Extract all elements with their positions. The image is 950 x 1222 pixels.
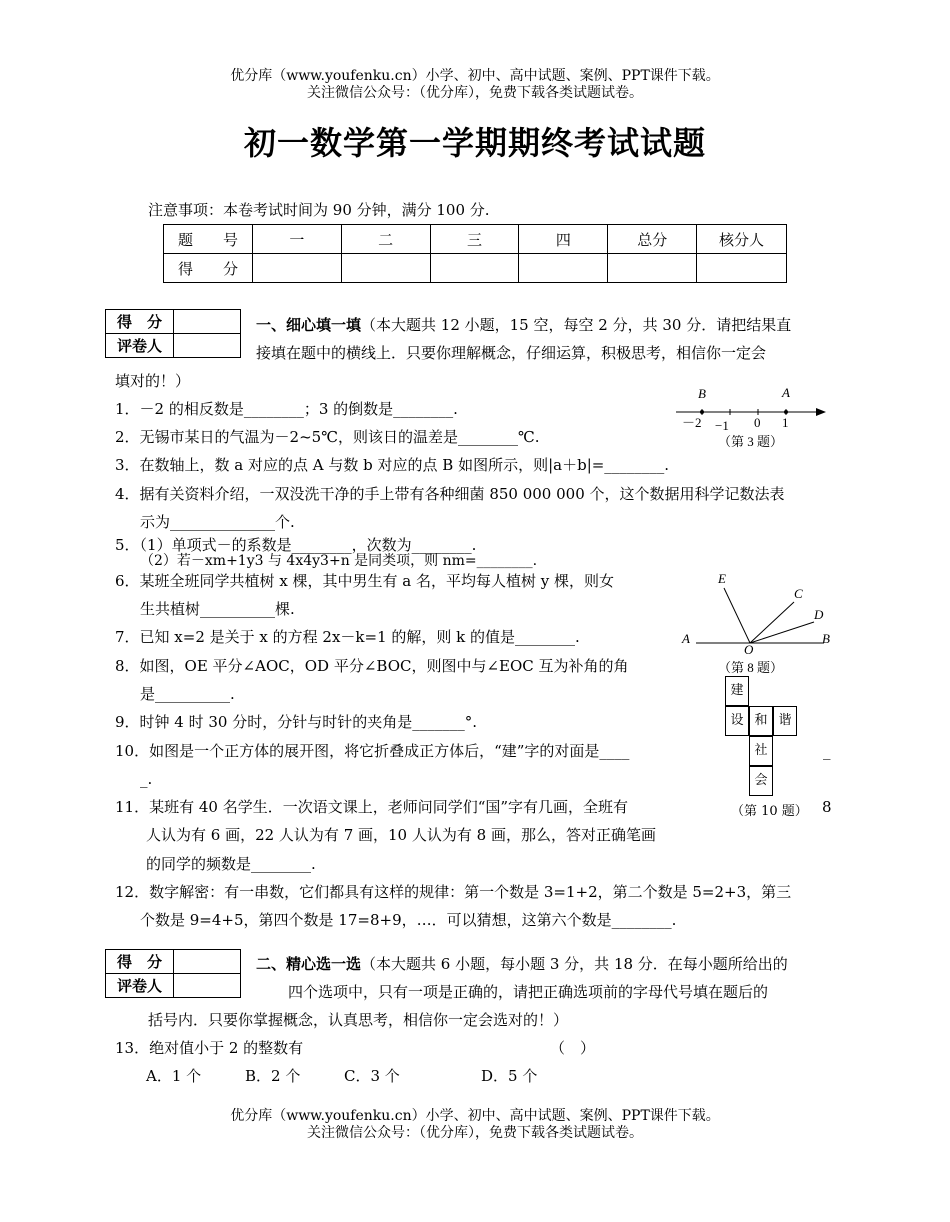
score-cell[interactable] [430, 254, 519, 283]
score-table [163, 224, 787, 283]
figure-3-caption: （第 3 题） [718, 434, 784, 449]
question-10-line1: 10．如图是一个正方体的展开图，将它折叠成正方体后，“建”字的对面是____ [115, 742, 630, 760]
notice: 注意事项：本卷考试时间为 90 分钟，满分 100 分. [148, 201, 490, 219]
net-cell: 谐 [773, 706, 797, 736]
score-cell[interactable] [341, 254, 430, 283]
figure-8-angles [676, 568, 836, 680]
section2-intro-3: 括号内．只要你掌握概念，认真思考，相信你一定会选对的！） [148, 1011, 569, 1029]
option-d[interactable]: D．5 个 [481, 1067, 538, 1085]
header-line-1: 优分库（www.youfenku.cn）小学、初中、高中试题、案例、PPT课件下载。 [230, 68, 720, 84]
label-c: C [794, 586, 803, 601]
figure-10-caption: （第 10 题） [731, 804, 808, 819]
score-cell[interactable] [519, 254, 608, 283]
section2-intro-line1 [256, 953, 788, 975]
question-9: 9．时钟 4 时 30 分时，分针与时针的夹角是_______°. [115, 713, 478, 731]
grader-name-label: 评卷人 [106, 334, 174, 358]
footer-line-1: 优分库（www.youfenku.cn）小学、初中、高中试题、案例、PPT课件下载。 [230, 1108, 720, 1124]
grader-name-cell[interactable] [174, 334, 241, 358]
tick-label: 1 [782, 415, 789, 430]
question-6-line2: 生共植树__________棵. [140, 600, 295, 618]
tick-label: −1 [715, 418, 729, 433]
point-a [784, 410, 788, 414]
grader-name-label: 评卷人 [106, 974, 174, 998]
section1-intro-line1 [256, 314, 791, 336]
question-13-answer-paren[interactable]: （ ） [550, 1039, 596, 1057]
section1-intro-1: （本大题共 12 小题，15 空，每空 2 分，共 30 分．请把结果直 [361, 316, 792, 334]
section1-intro-2: 接填在题中的横线上．只要你理解概念，仔细运算，积极思考，相信你一定会 [256, 344, 767, 362]
label-b: B [698, 386, 706, 401]
label-e: E [718, 571, 726, 586]
question-11-line2: 人认为有 6 画，22 人认为有 7 画，10 人认为有 8 画，那么，答对正确笔画 [146, 826, 656, 844]
option-b[interactable]: B．2 个 [245, 1067, 301, 1085]
question-3: 3．在数轴上，数 a 对应的点 A 与数 b 对应的点 B 如图所示，则|a＋b|=________. [115, 456, 670, 474]
net-cell: 和 [749, 706, 773, 736]
label-d: D [814, 607, 824, 622]
section2-heading: 二、精心选一选 [256, 955, 362, 973]
section1-intro-3: 填对的！） [115, 372, 191, 390]
question-11-line3: 的同学的频数是________. [146, 855, 316, 873]
grader-box-2 [105, 949, 241, 998]
option-a[interactable]: A．1 个 [146, 1067, 202, 1085]
option-c[interactable]: C．3 个 [344, 1067, 400, 1085]
question-12-line1: 12．数字解密：有一串数，它们都具有这样的规律：第一个数是 3=1+2，第二个数是 5=2+3，第三 [115, 883, 792, 901]
grader-box-1 [105, 309, 241, 358]
score-table-header-cell: 二 [341, 225, 430, 254]
question-7: 7．已知 x=2 是关于 x 的方程 2x－k=1 的解，则 k 的值是________. [115, 628, 580, 646]
label-o: O [744, 642, 754, 657]
score-table-header-cell: 一 [252, 225, 341, 254]
score-table-row-label: 得 分 [164, 254, 253, 283]
question-11-number: 8 [822, 798, 832, 816]
net-cell: 设 [725, 706, 749, 736]
question-5-line1: 5．（1）单项式－的系数是________，次数为________. [115, 536, 477, 554]
grader-name-cell[interactable] [174, 974, 241, 998]
grader-score-cell[interactable] [174, 950, 241, 974]
question-6-line1: 6．某班全班同学共植树 x 棵，其中男生有 a 名，平均每人植树 y 棵，则女 [115, 572, 615, 590]
question-13: 13．绝对值小于 2 的整数有 [115, 1039, 304, 1057]
question-4-line1: 4．据有关资料介绍，一双没洗干净的手上带有各种细菌 850 000 000 个，这个数据用科学记数法表 [115, 485, 785, 503]
net-cell: 会 [749, 766, 773, 796]
label-b: B [822, 631, 830, 646]
question-11-line1: 11．某班有 40 名学生．一次语文课上，老师问同学们“国”字有几画，全班有 [115, 798, 629, 816]
question-10-line2: _. [140, 770, 153, 788]
tick-label: 0 [754, 415, 761, 430]
grader-score-cell[interactable] [174, 310, 241, 334]
score-table-header-cell: 四 [519, 225, 608, 254]
score-table-header-cell: 核分人 [697, 225, 787, 254]
question-2: 2．无锡市某日的气温为－2~5℃，则该日的温差是________℃. [115, 428, 540, 446]
label-a: A [782, 385, 790, 400]
net-cell: 社 [749, 736, 773, 766]
number-line-arrow-icon [816, 408, 826, 416]
label-a: A [682, 631, 690, 646]
figure-8-caption: （第 8 题） [718, 660, 784, 675]
question-8-line1: 8．如图，OE 平分∠AOC，OD 平分∠BOC，则图中与∠EOC 互为补角的角 [115, 657, 629, 675]
footer-line-2: 关注微信公众号：（优分库），免费下载各类试题试卷。 [307, 1125, 643, 1141]
score-table-header-cell: 题 号 [164, 225, 253, 254]
ray-oc [750, 602, 794, 643]
question-1: 1．－2 的相反数是________；3 的倒数是________. [115, 400, 458, 418]
score-cell[interactable] [252, 254, 341, 283]
ray-oe [724, 588, 750, 643]
ray-od [750, 622, 814, 643]
question-5-line2: （2）若－xm+1y3 与 4x4y3+n 是同类项，则 nm=________. [140, 553, 538, 569]
section2-intro-1: （本大题共 6 小题，每小题 3 分，共 18 分．在每小题所给出的 [361, 955, 788, 973]
grader-score-label: 得 分 [106, 950, 174, 974]
grader-score-label: 得 分 [106, 310, 174, 334]
score-cell[interactable] [608, 254, 697, 283]
header-line-2: 关注微信公众号：（优分库），免费下载各类试题试卷。 [307, 85, 643, 101]
score-cell[interactable] [697, 254, 787, 283]
score-table-header-cell: 三 [430, 225, 519, 254]
question-12-line2: 个数是 9=4+5，第四个数是 17=8+9，…．可以猜想，这第六个数是________. [140, 911, 677, 929]
figure-3-number-line [668, 380, 833, 452]
page-title: 初一数学第一学期期终考试试题 [243, 124, 706, 162]
section2-intro-2: 四个选项中，只有一项是正确的，请把正确选项前的字母代号填在题后的 [288, 983, 769, 1001]
section1-heading: 一、细心填一填 [256, 316, 362, 334]
question-4-line2: 示为______________个. [140, 513, 295, 531]
question-10-tail: _ [823, 742, 831, 760]
question-8-line2: 是__________. [140, 685, 235, 703]
score-table-header-cell: 总分 [608, 225, 697, 254]
net-cell: 建 [725, 676, 749, 706]
point-b [700, 410, 704, 414]
tick-label: －2 [682, 415, 702, 430]
